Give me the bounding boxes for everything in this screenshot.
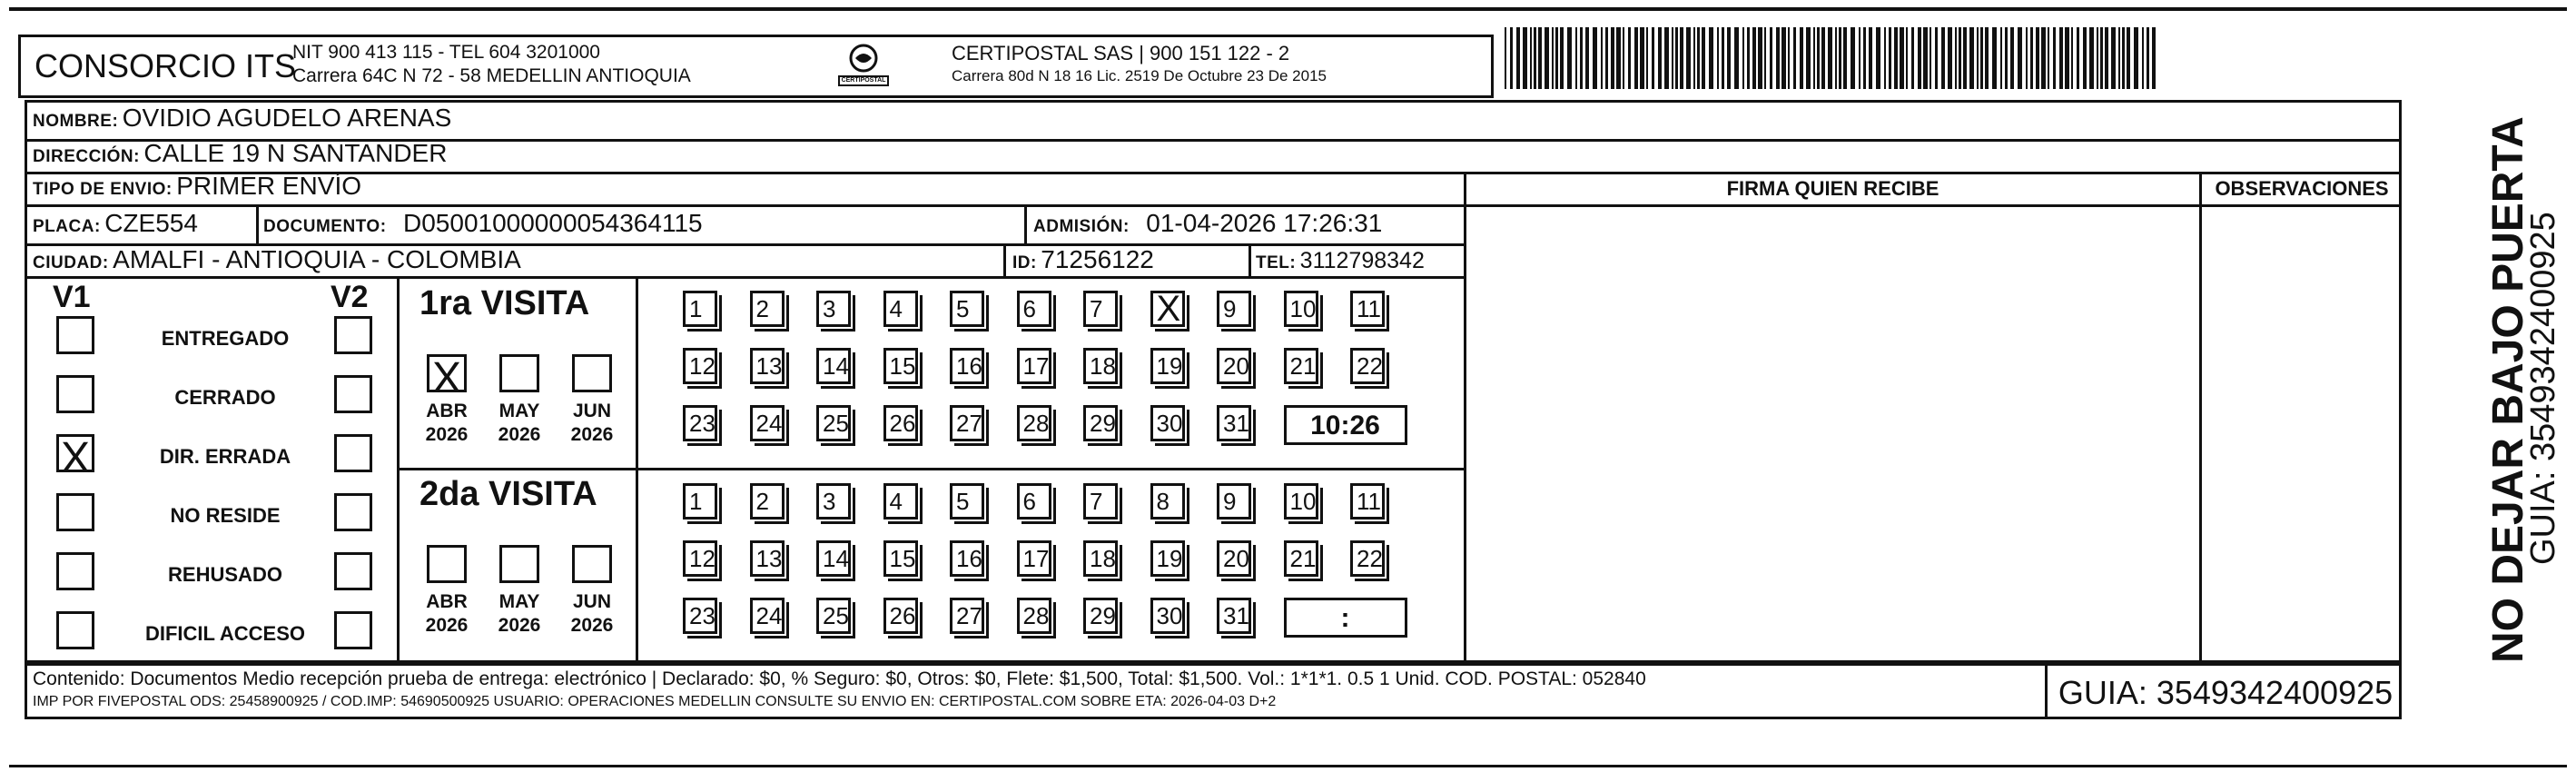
barcode-bar bbox=[1776, 27, 1780, 89]
day-checkbox[interactable]: 24 bbox=[750, 598, 785, 634]
barcode-bar bbox=[1977, 27, 1979, 89]
day-checkbox[interactable]: 27 bbox=[950, 405, 984, 441]
nombre-value: OVIDIO AGUDELO ARENAS bbox=[122, 104, 452, 132]
month-label: ABR bbox=[426, 591, 468, 612]
day-checkbox[interactable]: 25 bbox=[816, 598, 851, 634]
admision-label: ADMISIÓN: bbox=[1033, 217, 1130, 236]
month-checkbox[interactable] bbox=[427, 545, 467, 583]
day-checkbox[interactable]: 19 bbox=[1150, 348, 1185, 384]
admision-value: 01-04-2026 17:26:31 bbox=[1146, 209, 1383, 237]
day-checkbox[interactable]: 18 bbox=[1083, 348, 1118, 384]
day-checkbox[interactable]: 20 bbox=[1217, 348, 1251, 384]
barcode-bar bbox=[2036, 27, 2039, 89]
documento-cell bbox=[263, 209, 703, 238]
id-label: ID: bbox=[1012, 253, 1037, 272]
carrier-line1: CERTIPOSTAL SAS | 900 151 122 - 2 bbox=[952, 42, 1290, 64]
company-line1: NIT 900 413 115 - TEL 604 3201000 bbox=[292, 42, 600, 63]
barcode-bar bbox=[1764, 27, 1766, 89]
status-divider bbox=[397, 276, 400, 663]
day-checkbox[interactable]: 21 bbox=[1284, 540, 1318, 577]
barcode-bar bbox=[1530, 27, 1532, 89]
direccion-value: CALLE 19 N SANTANDER bbox=[143, 139, 448, 167]
barcode-bar bbox=[1828, 27, 1832, 89]
column-header-divider bbox=[1464, 204, 2402, 207]
v2-checkbox[interactable] bbox=[334, 552, 372, 590]
barcode-bar bbox=[2142, 27, 2144, 89]
nombre-row bbox=[33, 104, 451, 133]
barcode-bar bbox=[1580, 27, 1583, 89]
v2-checkbox[interactable] bbox=[334, 375, 372, 413]
day-checkbox[interactable]: 7 bbox=[1083, 291, 1118, 327]
month-checkbox[interactable] bbox=[499, 545, 539, 583]
certipostal-logo bbox=[835, 40, 892, 91]
barcode-bar bbox=[1918, 27, 1921, 89]
footer-divider bbox=[2045, 663, 2048, 719]
month-label: JUN bbox=[572, 591, 611, 612]
barcode-bar bbox=[2105, 27, 2108, 89]
month-checkbox[interactable] bbox=[499, 354, 539, 392]
barcode-bar bbox=[1575, 27, 1577, 89]
year-label: 2026 bbox=[570, 424, 614, 445]
barcode-bar bbox=[1675, 27, 1678, 89]
day-checkbox[interactable]: 12 bbox=[683, 540, 717, 577]
day-checkbox[interactable]: 4 bbox=[883, 291, 918, 327]
barcode-bar bbox=[1863, 27, 1866, 89]
checkbox-x-mark: X bbox=[431, 354, 461, 402]
id-cell bbox=[1012, 245, 1154, 274]
barcode-bar bbox=[1605, 27, 1608, 89]
day-checkbox[interactable]: 19 bbox=[1150, 540, 1185, 577]
day-checkbox[interactable]: 21 bbox=[1284, 348, 1318, 384]
day-checkbox[interactable]: 15 bbox=[883, 540, 918, 577]
barcode-bar bbox=[1742, 27, 1744, 89]
day-checkbox[interactable]: 1 bbox=[683, 483, 717, 520]
tipo-row bbox=[33, 172, 361, 201]
footer-line1: Contenido: Documentos Medio recepción prueba de entrega: electrónico | Declarado: $0, % Seguro: $0, Otros: $0, Flete: $1,500, Total: $1,500. Vol.: 1*1*1. 0.5 1 Unid. COD. POSTAL: 052840 bbox=[33, 668, 1646, 689]
row-divider bbox=[25, 204, 1466, 207]
barcode-bar bbox=[1930, 27, 1931, 89]
day-x-mark: X bbox=[1156, 289, 1181, 329]
barcode-bar bbox=[1911, 27, 1914, 89]
row-divider bbox=[25, 172, 2402, 174]
day-checkbox[interactable]: 22 bbox=[1350, 348, 1385, 384]
company-name: CONSORCIO ITS bbox=[35, 47, 297, 84]
day-checkbox[interactable]: 8 bbox=[1150, 483, 1185, 520]
barcode-bar bbox=[2083, 27, 2087, 89]
day-checkbox[interactable]: 4 bbox=[883, 483, 918, 520]
v2-label: V2 bbox=[331, 280, 369, 314]
day-checkbox[interactable]: 30 bbox=[1150, 405, 1185, 441]
status-option-label: CERRADO bbox=[174, 386, 276, 409]
month-label: MAY bbox=[498, 591, 540, 612]
day-checkbox[interactable]: 30 bbox=[1150, 598, 1185, 634]
barcode-bar bbox=[1601, 27, 1603, 89]
barcode-bar bbox=[1567, 27, 1572, 89]
status-option-label: ENTREGADO bbox=[161, 327, 290, 350]
day-checkbox[interactable]: 17 bbox=[1017, 348, 1051, 384]
day-checkbox[interactable]: 13 bbox=[750, 348, 785, 384]
barcode-bar bbox=[2089, 27, 2094, 89]
day-checkbox[interactable]: 6 bbox=[1017, 291, 1051, 327]
barcode-bar bbox=[1585, 27, 1589, 89]
barcode-bar bbox=[1646, 27, 1648, 89]
year-label: 2026 bbox=[425, 424, 469, 445]
barcode-bar bbox=[1538, 27, 1542, 89]
barcode-bar bbox=[2005, 27, 2008, 89]
barcode-bar bbox=[1652, 27, 1654, 89]
barcode-bar bbox=[1510, 27, 1513, 89]
documento-value: D05001000000054364115 bbox=[403, 209, 703, 237]
nombre-label: NOMBRE: bbox=[33, 112, 119, 131]
barcode-bar bbox=[1985, 27, 1989, 89]
month-checkbox[interactable] bbox=[572, 545, 612, 583]
month-label: MAY bbox=[498, 401, 540, 421]
day-checkbox[interactable]: 23 bbox=[683, 598, 717, 634]
column-divider bbox=[1464, 172, 1466, 663]
day-checkbox[interactable]: 17 bbox=[1017, 540, 1051, 577]
side-guia bbox=[2524, 212, 2563, 565]
barcode-bar bbox=[1747, 27, 1750, 89]
footer-bottom-border bbox=[25, 717, 2402, 719]
firma-header: FIRMA QUIEN RECIBE bbox=[1726, 177, 1939, 200]
barcode-bar bbox=[1935, 27, 1938, 89]
barcode-bar bbox=[1727, 27, 1731, 89]
barcode-bar bbox=[1835, 27, 1837, 89]
barcode-bar bbox=[1616, 27, 1621, 89]
barcode-bar bbox=[2071, 27, 2073, 89]
day-checkbox[interactable]: 10 bbox=[1284, 483, 1318, 520]
month-checkbox[interactable] bbox=[572, 354, 612, 392]
v2-checkbox[interactable] bbox=[334, 316, 372, 354]
column-divider bbox=[2199, 172, 2202, 663]
day-checkbox[interactable]: 16 bbox=[950, 348, 984, 384]
day-checkbox[interactable]: 9 bbox=[1217, 483, 1251, 520]
day-checkbox[interactable]: 28 bbox=[1017, 405, 1051, 441]
v1-label: V1 bbox=[53, 280, 91, 314]
time-field[interactable]: : bbox=[1284, 598, 1407, 638]
day-checkbox[interactable]: 3 bbox=[816, 483, 851, 520]
day-checkbox[interactable]: 27 bbox=[950, 598, 984, 634]
barcode-bar bbox=[2147, 27, 2149, 89]
status-option-label: DIFICIL ACCESO bbox=[144, 622, 305, 645]
side-warning-text: NO DEJAR BAJO PUERTA bbox=[2484, 116, 2532, 663]
barcode-bar bbox=[1876, 27, 1880, 89]
barcode-bar bbox=[2065, 27, 2069, 89]
barcode-bar bbox=[1717, 27, 1719, 89]
day-checkbox[interactable]: 11 bbox=[1350, 483, 1385, 520]
footer-line2: IMP POR FIVEPOSTAL ODS: 25458900925 / COD.IMP: 54690500925 USUARIO: OPERACIONES MEDELLIN CONSULTE SU ENVIO EN: CERTIPOSTAL.COM SOBRE ETA: 2026-04-03 D+2 bbox=[33, 694, 1277, 709]
v2-checkbox[interactable] bbox=[334, 611, 372, 649]
day-checkbox[interactable]: 26 bbox=[883, 598, 918, 634]
admision-cell bbox=[1033, 209, 1382, 238]
month-label: JUN bbox=[572, 401, 611, 421]
first-visit-title: 1ra VISITA bbox=[419, 284, 590, 322]
barcode-bar bbox=[2111, 27, 2116, 89]
barcode-bar bbox=[1640, 27, 1644, 89]
day-checkbox[interactable]: 16 bbox=[950, 540, 984, 577]
v1-checkbox[interactable] bbox=[56, 316, 94, 354]
company-line2: Carrera 64C N 72 - 58 MEDELLIN ANTIOQUIA bbox=[292, 65, 691, 86]
barcode-bar bbox=[1534, 27, 1536, 89]
day-checkbox[interactable]: 23 bbox=[683, 405, 717, 441]
barcode-bar bbox=[1770, 27, 1772, 89]
barcode-bar bbox=[2097, 27, 2098, 89]
barcode-bar bbox=[2041, 27, 2046, 89]
placa-value: CZE554 bbox=[104, 209, 198, 237]
barcode-bar bbox=[1806, 27, 1811, 89]
barcode-bar bbox=[1658, 27, 1662, 89]
observaciones-header: OBSERVACIONES bbox=[2215, 177, 2389, 200]
day-checkbox[interactable]: 12 bbox=[683, 348, 717, 384]
id-divider bbox=[1003, 243, 1006, 276]
barcode-bar bbox=[1963, 27, 1967, 89]
barcode-bar bbox=[1821, 27, 1825, 89]
barcode-bar bbox=[1959, 27, 1961, 89]
v1-checkbox[interactable] bbox=[56, 493, 94, 531]
barcode-bar bbox=[1634, 27, 1638, 89]
barcode-bar bbox=[2059, 27, 2063, 89]
barcode-bar bbox=[1793, 27, 1796, 89]
barcode-bar bbox=[1859, 27, 1860, 89]
day-checkbox[interactable]: 11 bbox=[1350, 291, 1385, 327]
certipostal-logo-text: CERTIPOSTAL bbox=[841, 77, 886, 84]
barcode-bar bbox=[1894, 27, 1898, 89]
row-divider bbox=[25, 276, 1466, 279]
barcode-bar bbox=[1923, 27, 1928, 89]
day-checkbox[interactable]: 1 bbox=[683, 291, 717, 327]
row-divider bbox=[397, 468, 1466, 470]
day-checkbox[interactable]: 25 bbox=[816, 405, 851, 441]
barcode-bar bbox=[1889, 27, 1891, 89]
barcode-bar bbox=[1752, 27, 1756, 89]
barcode-bar bbox=[2018, 27, 2022, 89]
day-checkbox[interactable]: 5 bbox=[950, 291, 984, 327]
barcode-bar bbox=[1788, 27, 1790, 89]
barcode-bar bbox=[1686, 27, 1691, 89]
barcode-bar bbox=[1664, 27, 1669, 89]
barcode-bar bbox=[1552, 27, 1554, 89]
barcode-bar bbox=[1758, 27, 1762, 89]
id-value: 71256122 bbox=[1041, 245, 1154, 273]
placa-label: PLACA: bbox=[33, 217, 101, 236]
month-label: ABR bbox=[426, 401, 468, 421]
day-checkbox[interactable]: 9 bbox=[1217, 291, 1251, 327]
placa-divider bbox=[256, 204, 259, 243]
barcode-bar bbox=[1992, 27, 1997, 89]
day-checkbox[interactable]: 7 bbox=[1083, 483, 1118, 520]
year-label: 2026 bbox=[425, 615, 469, 636]
barcode bbox=[1503, 25, 2157, 91]
v2-checkbox[interactable] bbox=[334, 434, 372, 472]
tel-value: 3112798342 bbox=[1299, 248, 1425, 273]
barcode-bar bbox=[2122, 27, 2125, 89]
barcode-bar bbox=[1734, 27, 1739, 89]
year-label: 2026 bbox=[570, 615, 614, 636]
day-checkbox[interactable]: 13 bbox=[750, 540, 785, 577]
direccion-row bbox=[33, 139, 447, 168]
barcode-bar bbox=[1906, 27, 1908, 89]
day-checkbox[interactable]: 28 bbox=[1017, 598, 1051, 634]
direccion-label: DIRECCIÓN: bbox=[33, 147, 140, 166]
barcode-bar bbox=[1813, 27, 1815, 89]
barcode-bar bbox=[2127, 27, 2130, 89]
barcode-bar bbox=[2010, 27, 2014, 89]
v1-checkbox[interactable] bbox=[56, 434, 94, 482]
v2-checkbox[interactable] bbox=[334, 493, 372, 531]
status-option-label: REHUSADO bbox=[168, 563, 282, 586]
day-checkbox[interactable]: 14 bbox=[816, 348, 851, 384]
day-checkbox[interactable] bbox=[1150, 291, 1185, 327]
barcode-bar bbox=[2048, 27, 2049, 89]
barcode-bar bbox=[1781, 27, 1786, 89]
day-checkbox[interactable]: 26 bbox=[883, 405, 918, 441]
months-divider bbox=[636, 276, 638, 663]
barcode-bar bbox=[1505, 27, 1506, 89]
day-checkbox[interactable]: 10 bbox=[1284, 291, 1318, 327]
footer-guia: GUIA: 3549342400925 bbox=[2058, 674, 2393, 711]
barcode-bar bbox=[1623, 27, 1624, 89]
barcode-bar bbox=[2134, 27, 2138, 89]
day-checkbox[interactable]: 31 bbox=[1217, 598, 1251, 634]
day-checkbox[interactable]: 2 bbox=[750, 291, 785, 327]
barcode-bar bbox=[1680, 27, 1683, 89]
day-checkbox[interactable]: 20 bbox=[1217, 540, 1251, 577]
barcode-bar bbox=[2077, 27, 2079, 89]
year-label: 2026 bbox=[498, 424, 541, 445]
v1-checkbox[interactable] bbox=[56, 611, 94, 649]
barcode-bar bbox=[1851, 27, 1855, 89]
status-option-label: DIR. ERRADA bbox=[159, 445, 291, 468]
barcode-bar bbox=[1948, 27, 1952, 89]
ciudad-value: AMALFI - ANTIOQUIA - COLOMBIA bbox=[113, 245, 521, 273]
barcode-bar bbox=[1697, 27, 1700, 89]
barcode-bar bbox=[1843, 27, 1847, 89]
day-checkbox[interactable]: 6 bbox=[1017, 483, 1051, 520]
barcode-bar bbox=[2100, 27, 2103, 89]
day-checkbox[interactable]: 15 bbox=[883, 348, 918, 384]
tel-label: TEL: bbox=[1256, 253, 1297, 272]
barcode-bar bbox=[1955, 27, 1957, 89]
barcode-bar bbox=[1800, 27, 1803, 89]
day-checkbox[interactable]: 3 bbox=[816, 291, 851, 327]
barcode-bar bbox=[1593, 27, 1597, 89]
day-checkbox[interactable]: 29 bbox=[1083, 405, 1118, 441]
day-checkbox[interactable]: 2 bbox=[750, 483, 785, 520]
barcode-bar bbox=[2053, 27, 2056, 89]
admision-divider bbox=[1024, 204, 1027, 243]
time-field[interactable]: 10:26 bbox=[1284, 405, 1407, 445]
barcode-bar bbox=[2026, 27, 2028, 89]
barcode-bar bbox=[1969, 27, 1974, 89]
carrier-line2: Carrera 80d N 18 16 Lic. 2519 De Octubre 23 De 2015 bbox=[952, 67, 1327, 84]
day-checkbox[interactable]: 29 bbox=[1083, 598, 1118, 634]
second-visit-title: 2da VISITA bbox=[419, 475, 597, 513]
barcode-bar bbox=[1869, 27, 1872, 89]
barcode-bar bbox=[1884, 27, 1886, 89]
barcode-bar bbox=[1611, 27, 1614, 89]
side-guia-text: GUIA: 3549342400925 bbox=[2524, 212, 2562, 565]
tel-divider bbox=[1249, 243, 1251, 276]
tel-cell bbox=[1256, 248, 1425, 274]
tipo-value: PRIMER ENVÍO bbox=[176, 172, 362, 200]
barcode-bar bbox=[1941, 27, 1945, 89]
day-checkbox[interactable]: 24 bbox=[750, 405, 785, 441]
tipo-label: TIPO DE ENVIO: bbox=[33, 180, 173, 199]
barcode-bar bbox=[1702, 27, 1705, 89]
status-option-label: NO RESIDE bbox=[170, 504, 281, 527]
ciudad-label: CIUDAD: bbox=[33, 253, 109, 272]
checkbox-x-mark: X bbox=[60, 434, 90, 482]
barcode-bar bbox=[2000, 27, 2002, 89]
v1-checkbox[interactable] bbox=[56, 375, 94, 413]
barcode-bar bbox=[1555, 27, 1558, 89]
barcode-bar bbox=[1693, 27, 1695, 89]
day-checkbox[interactable]: 14 bbox=[816, 540, 851, 577]
barcode-bar bbox=[1560, 27, 1564, 89]
v1-checkbox[interactable] bbox=[56, 552, 94, 590]
barcode-bar bbox=[1516, 27, 1520, 89]
placa-cell bbox=[33, 209, 198, 238]
day-checkbox[interactable]: 18 bbox=[1083, 540, 1118, 577]
barcode-bar bbox=[1980, 27, 1983, 89]
page-bottom-border bbox=[9, 765, 2567, 767]
barcode-bar bbox=[1817, 27, 1820, 89]
barcode-bar bbox=[1628, 27, 1631, 89]
day-checkbox[interactable]: 22 bbox=[1350, 540, 1385, 577]
barcode-bar bbox=[1839, 27, 1841, 89]
barcode-bar bbox=[1900, 27, 1904, 89]
documento-label: DOCUMENTO: bbox=[263, 217, 387, 236]
barcode-bar bbox=[2152, 27, 2156, 89]
day-checkbox[interactable]: 31 bbox=[1217, 405, 1251, 441]
year-label: 2026 bbox=[498, 615, 541, 636]
month-checkbox[interactable] bbox=[427, 354, 467, 402]
ciudad-cell bbox=[33, 245, 521, 274]
barcode-bar bbox=[2030, 27, 2033, 89]
barcode-bar bbox=[1545, 27, 1549, 89]
barcode-bar bbox=[1722, 27, 1724, 89]
barcode-bar bbox=[2118, 27, 2120, 89]
barcode-bar bbox=[1709, 27, 1713, 89]
page-top-border bbox=[9, 7, 2567, 11]
barcode-bar bbox=[1672, 27, 1673, 89]
footer-right-border bbox=[2399, 663, 2402, 719]
day-checkbox[interactable]: 5 bbox=[950, 483, 984, 520]
barcode-bar bbox=[1523, 27, 1527, 89]
footer-left-border bbox=[25, 663, 27, 719]
